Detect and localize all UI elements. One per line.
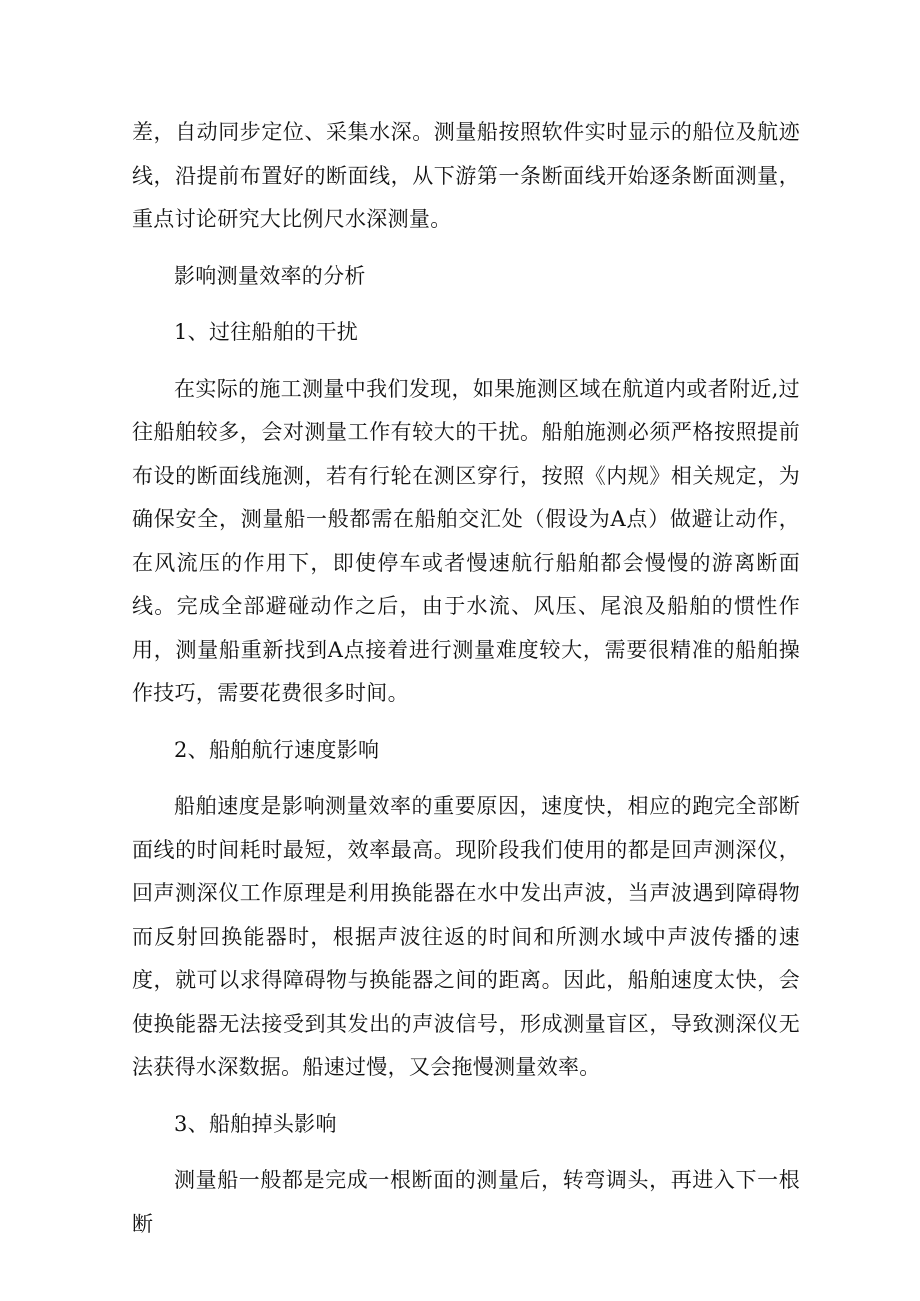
subheading-passing-ships: 1、过往船舶的干扰 [174,320,359,344]
subheading-ship-turning: 3、船舶掉头影响 [174,1111,337,1136]
section-heading-analysis: 影响测量效率的分析 [174,263,366,288]
paragraph-ship-speed: 船舶速度是影响测量效率的重要原因，速度快，相应的跑完全部断面线的时间耗时最短，效率最高。现阶段我们使用的都是回声测深仪，回声测深仪工作原理是利用换能器在水中发出声波，当声波遇到障碍物而反射回换能器时，根据声波往返的时间和所测水域中声波传播的速度，就可以求得障碍物与换能器之间的距离。因此，船舶速度太快，会使换能器无法接受到其发出的声波信号，形成测量盲区，导致测深仪无法获得水深数据。船速过慢，又会拖慢测量效率。 [132,794,800,1079]
paragraph-ship-turning: 测量船一般都是完成一根断面的测量后，转弯调头，再进入下一根断 [132,1168,800,1236]
subheading-ship-speed: 2、船舶航行速度影响 [174,737,380,762]
paragraph-continuation: 差，自动同步定位、采集水深。测量船按照软件实时显示的船位及航迹线，沿提前布置好的断面线，从下游第一条断面线开始逐条断面测量，重点讨论研究大比例尺水深测量。 [132,120,800,231]
document-body [132,111,800,1246]
paragraph-passing-ships: 在实际的施工测量中我们发现，如果施测区域在航道内或者附近,过往船舶较多，会对测量工作有较大的干扰。船舶施测必须严格按照提前布设的断面线施测，若有行轮在测区穿行，按照《内规》相关规定，为确保安全，测量船一般都需在船舶交汇处（假设为A点）做避让动作，在风流压的作用下，即使停车或者慢速航行船舶都会慢慢的游离断面线。完成全部避碰动作之后，由于水流、风压、尾浪及船舶的惯性作用，测量船重新找到A点接着进行测量难度较大，需要很精准的船舶操作技巧，需要花费很多时间。 [132,376,800,705]
